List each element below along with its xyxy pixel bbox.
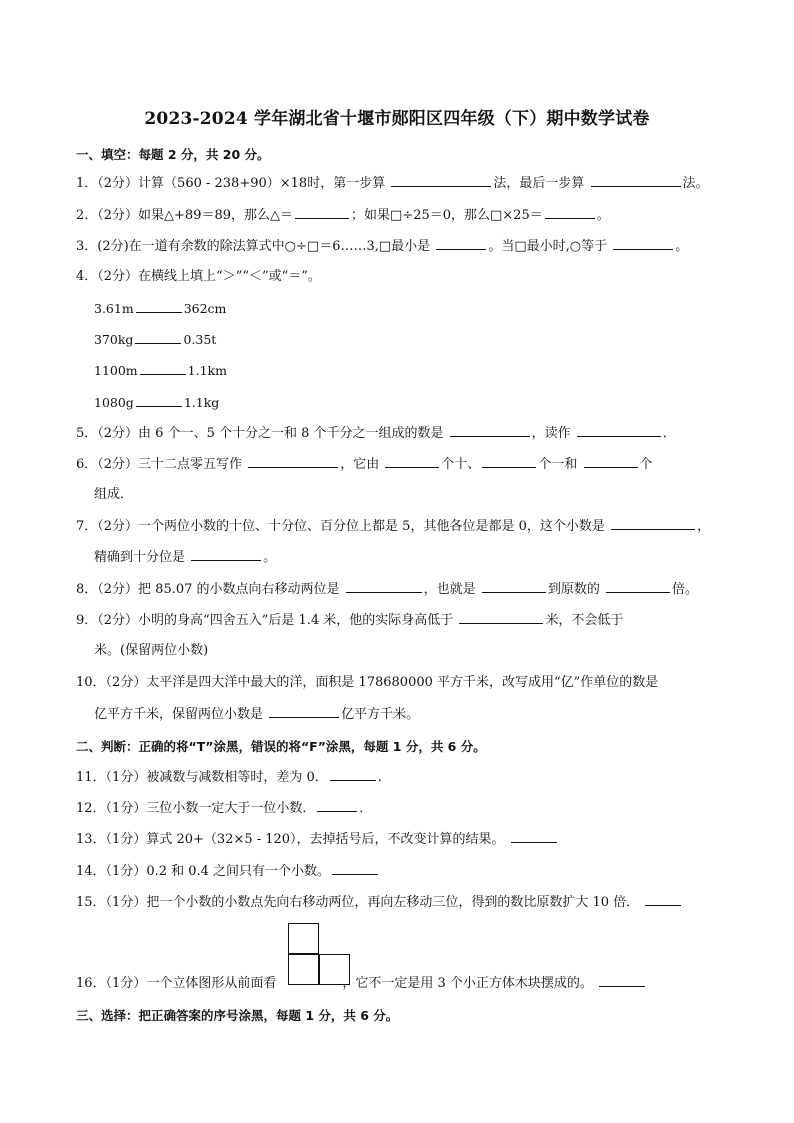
question-10-continued: 亿平方千米，保留两位小数是 亿平方千米。: [94, 707, 420, 722]
answer-blank[interactable]: [436, 237, 486, 250]
question-7-continued: 精确到十分位是 。: [94, 550, 277, 565]
answer-blank[interactable]: [599, 974, 645, 987]
question-7: 7．（2分）一个两位小数的十位、十分位、百分位上都是 5，其他各位是都是 0，这个小数是 ，: [76, 519, 711, 534]
answer-blank[interactable]: [248, 455, 338, 468]
page-title: 2023-2024 学年湖北省十堰市郧阳区四年级（下）期中数学试卷: [144, 109, 650, 129]
answer-blank[interactable]: [295, 206, 349, 219]
answer-blank[interactable]: [450, 424, 530, 437]
question-12: 12．（1分）三位小数一定大于一位小数． ．: [76, 801, 373, 816]
answer-blank[interactable]: [391, 174, 491, 187]
answer-blank[interactable]: [317, 799, 357, 812]
answer-blank[interactable]: [591, 174, 681, 187]
question-6: 6．（2分）三十二点零五写作 ，它由 个十、 个一和 个: [76, 457, 653, 472]
answer-blank[interactable]: [613, 237, 673, 250]
answer-blank[interactable]: [482, 455, 536, 468]
question-3: 3．(2分)在一道有余数的除法算式中○÷□＝6……3,□最小是 。当□最小时,○等于 。: [76, 239, 689, 254]
question-14: 14．（1分）0.2 和 0.4 之间只有一个小数。: [76, 862, 726, 881]
question-4: 4．（2分）在横线上填上“＞”“＜”或“＝”。: [76, 269, 321, 284]
compare-row-4: 1080g 1.1kg: [94, 395, 220, 410]
question-8: 8．（2分）把 85.07 的小数点向右移动两位是 ，也就是 到原数的 倍。: [76, 582, 698, 597]
answer-blank[interactable]: [135, 331, 181, 344]
question-6-continued: 组成．: [94, 487, 134, 502]
question-11: 11．（1分）被减数与减数相等时，差为 0． ．: [76, 770, 391, 785]
compare-row-1: 3.61m 362cm: [94, 301, 227, 316]
answer-blank[interactable]: [577, 424, 661, 437]
question-2: 2．（2分）如果△+89＝89，那么△＝ ；如果□÷25＝0，那么□×25＝ 。: [76, 208, 610, 223]
answer-blank[interactable]: [545, 206, 595, 219]
answer-blank[interactable]: [332, 862, 378, 875]
question-1: 1．（2分）计算（560 - 238+90）×18时，第一步算 法，最后一步算 法。: [76, 176, 709, 191]
answer-blank[interactable]: [136, 394, 182, 407]
answer-blank[interactable]: [645, 893, 681, 906]
answer-blank[interactable]: [611, 517, 695, 530]
question-9: 9．（2分）小明的身高“四舍五入”后是 1.4 米，他的实际身高低于 米，不会低于: [76, 613, 624, 628]
section-heading-fill-blank: 一、填空：每题 2 分，共 20 分。: [76, 147, 270, 162]
compare-row-2: 370kg 0.35t: [94, 332, 217, 347]
section-heading-multiple-choice: 三、选择：把正确答案的序号涂黑，每题 1 分，共 6 分。: [76, 1008, 399, 1023]
question-5: 5．（2分）由 6 个一、5 个十分之一和 8 个千分之一组成的数是 ，读作 ．: [76, 426, 676, 441]
answer-blank[interactable]: [459, 611, 543, 624]
answer-blank[interactable]: [140, 362, 186, 375]
answer-blank[interactable]: [606, 580, 670, 593]
question-13: 13．（1分）算式 20+（32×5 - 120），去掉括号后，不改变计算的结果。: [76, 830, 726, 849]
answer-blank[interactable]: [511, 830, 557, 843]
answer-blank[interactable]: [482, 580, 546, 593]
question-9-continued: 米。(保留两位小数): [94, 643, 209, 658]
compare-row-3: 1100m 1.1km: [94, 363, 227, 378]
question-10: 10．（2分）太平洋是四大洋中最大的洋，面积是 178680000 平方千米，改写成用“亿”作单位的数是: [76, 675, 659, 690]
answer-blank[interactable]: [584, 455, 638, 468]
answer-blank[interactable]: [330, 768, 376, 781]
section-heading-true-false: 二、判断：正确的将“T”涂黑，错误的将“F”涂黑，每题 1 分，共 6 分。: [76, 739, 486, 754]
question-16: 16．（1分）一个立体图形从前面看 ，它不一定是用 3 个小正方体木块摆成的。: [76, 974, 726, 993]
answer-blank[interactable]: [385, 455, 439, 468]
figure-square: [288, 923, 319, 954]
answer-blank[interactable]: [136, 300, 182, 313]
question-15: 15．（1分）把一个小数的小数点先向右移动两位，再向左移动三位，得到的数比原数扩大 10 倍．: [76, 893, 726, 912]
answer-blank[interactable]: [346, 580, 422, 593]
answer-blank[interactable]: [191, 548, 261, 561]
answer-blank[interactable]: [269, 705, 339, 718]
